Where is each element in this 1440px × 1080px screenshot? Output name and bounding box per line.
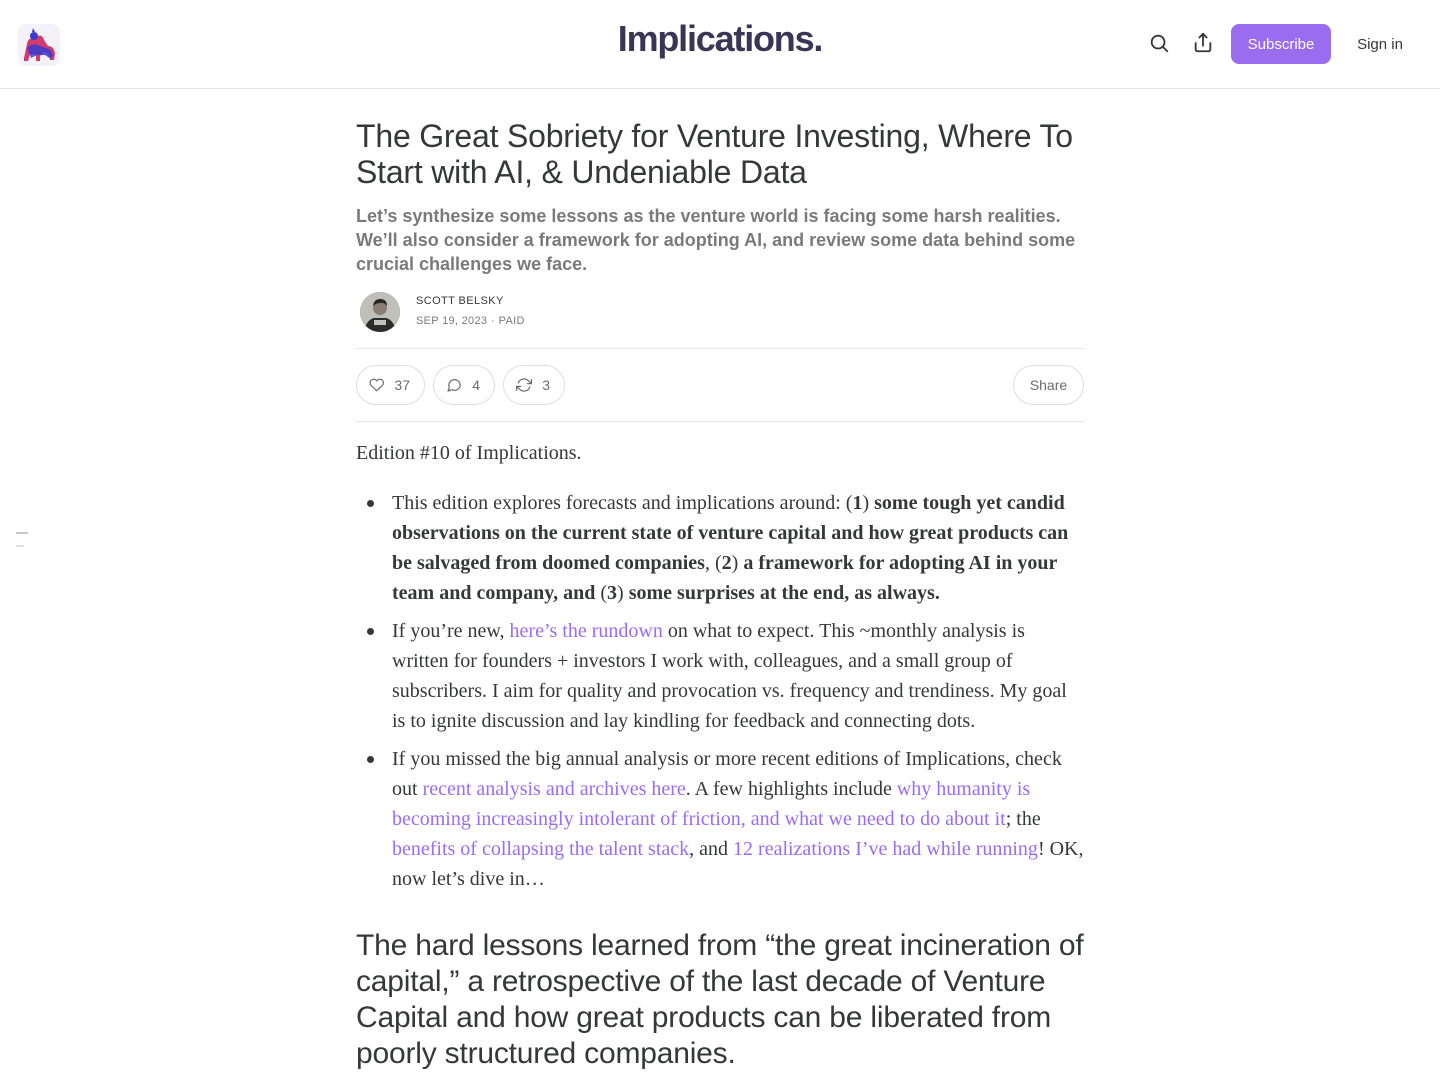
text-run: , ( xyxy=(704,552,722,574)
text-run: , and xyxy=(689,838,734,860)
post-body xyxy=(356,438,1084,902)
comment-icon xyxy=(446,375,462,395)
bold-run: some surprises at the end, as always. xyxy=(628,582,940,604)
like-button[interactable] xyxy=(356,365,425,405)
intro-paragraph: Edition #10 of Implications. xyxy=(356,442,582,464)
author-photo xyxy=(360,292,400,332)
post-meta xyxy=(416,315,525,327)
text-run: . A few highlights include xyxy=(685,778,897,800)
publication-title[interactable]: Implications. xyxy=(617,18,823,59)
bold-run: 2 xyxy=(721,552,732,574)
bold-run: 3 xyxy=(607,582,618,604)
subscribe-button[interactable]: Subscribe xyxy=(1231,24,1331,64)
like-count: 37 xyxy=(394,377,410,393)
post-actions-bar xyxy=(356,348,1084,422)
list-item xyxy=(356,616,1084,736)
text-run: ) xyxy=(862,492,875,514)
top-navigation-bar xyxy=(0,0,1440,89)
post-date: SEP 19, 2023 xyxy=(416,315,488,327)
restack-count: 3 xyxy=(542,377,550,393)
section-heading: The hard lessons learned from “the great incineration of capital,” a retrospective of the last decade of Venture Capital and how great products can be liberated from poorly structured companies. xyxy=(356,929,1084,1070)
text-run: ) xyxy=(617,582,629,604)
friction-article-link[interactable]: why humanity is becoming increasingly intolerant of friction, and what we need to do about it xyxy=(392,778,1031,830)
comment-button[interactable] xyxy=(433,365,495,405)
search-icon[interactable] xyxy=(1148,32,1170,54)
list-item xyxy=(356,488,1084,608)
toc-line xyxy=(16,532,28,534)
comment-count: 4 xyxy=(472,377,480,393)
bold-run: some tough yet candid observations on the current state of venture capital and how great products can be salvaged from doomed companies xyxy=(392,492,1069,574)
post-access-badge: PAID xyxy=(498,315,525,327)
author-name[interactable]: SCOTT BELSKY xyxy=(416,295,504,307)
post-title: The Great Sobriety for Venture Investing, Where To Start with AI, & Undeniable Data xyxy=(356,118,1073,190)
sign-in-button[interactable]: Sign in xyxy=(1344,24,1416,64)
author-avatar[interactable] xyxy=(360,292,400,332)
byline xyxy=(356,292,1084,336)
table-of-contents-toggle[interactable] xyxy=(16,532,30,558)
text-run: ( xyxy=(595,582,608,604)
heart-icon xyxy=(369,375,384,395)
rundown-link[interactable]: here’s the rundown xyxy=(509,620,663,642)
text-run: ! OK, now let’s dive in… xyxy=(392,838,1084,890)
restack-button[interactable] xyxy=(503,365,565,405)
text-run: If you’re new, xyxy=(392,620,510,642)
text-run: ) xyxy=(731,552,744,574)
share-button[interactable]: Share xyxy=(1013,365,1084,405)
toc-line xyxy=(16,545,24,547)
talent-stack-link[interactable]: benefits of collapsing the talent stack xyxy=(392,838,690,860)
text-run: on what to expect. This ~monthly analysis is written for founders + investors I work with, colleagues, and a small group of subscribers. I aim for quality and provocation vs. frequency and trendiness. My goal is to ignite discussion and lay kindling for feedback and connecting dots. xyxy=(392,620,1067,732)
text-run: If you missed the big annual analysis or more recent editions of Implications, check out xyxy=(392,748,1062,800)
share-icon[interactable] xyxy=(1192,32,1214,54)
meta-separator: ∙ xyxy=(491,315,495,327)
restack-icon xyxy=(516,375,532,395)
bold-run: 1 xyxy=(852,492,863,514)
list-item xyxy=(356,744,1084,894)
post-subtitle: Let’s synthesize some lessons as the venture world is facing some harsh realities. We’ll also consider a framework for adopting AI, and review some data behind some crucial challenges we face. xyxy=(356,206,1076,274)
text-run: This edition explores forecasts and implications around: ( xyxy=(392,492,853,514)
intro-bullet-list xyxy=(356,488,1084,894)
post-container xyxy=(356,118,1084,1070)
running-realizations-link[interactable]: 12 realizations I’ve had while running xyxy=(733,838,1038,860)
text-run: ; the xyxy=(1005,808,1041,830)
archives-link[interactable]: recent analysis and archives here xyxy=(422,778,686,800)
bold-run: a framework for adopting AI in your team and company, and xyxy=(392,552,1058,604)
